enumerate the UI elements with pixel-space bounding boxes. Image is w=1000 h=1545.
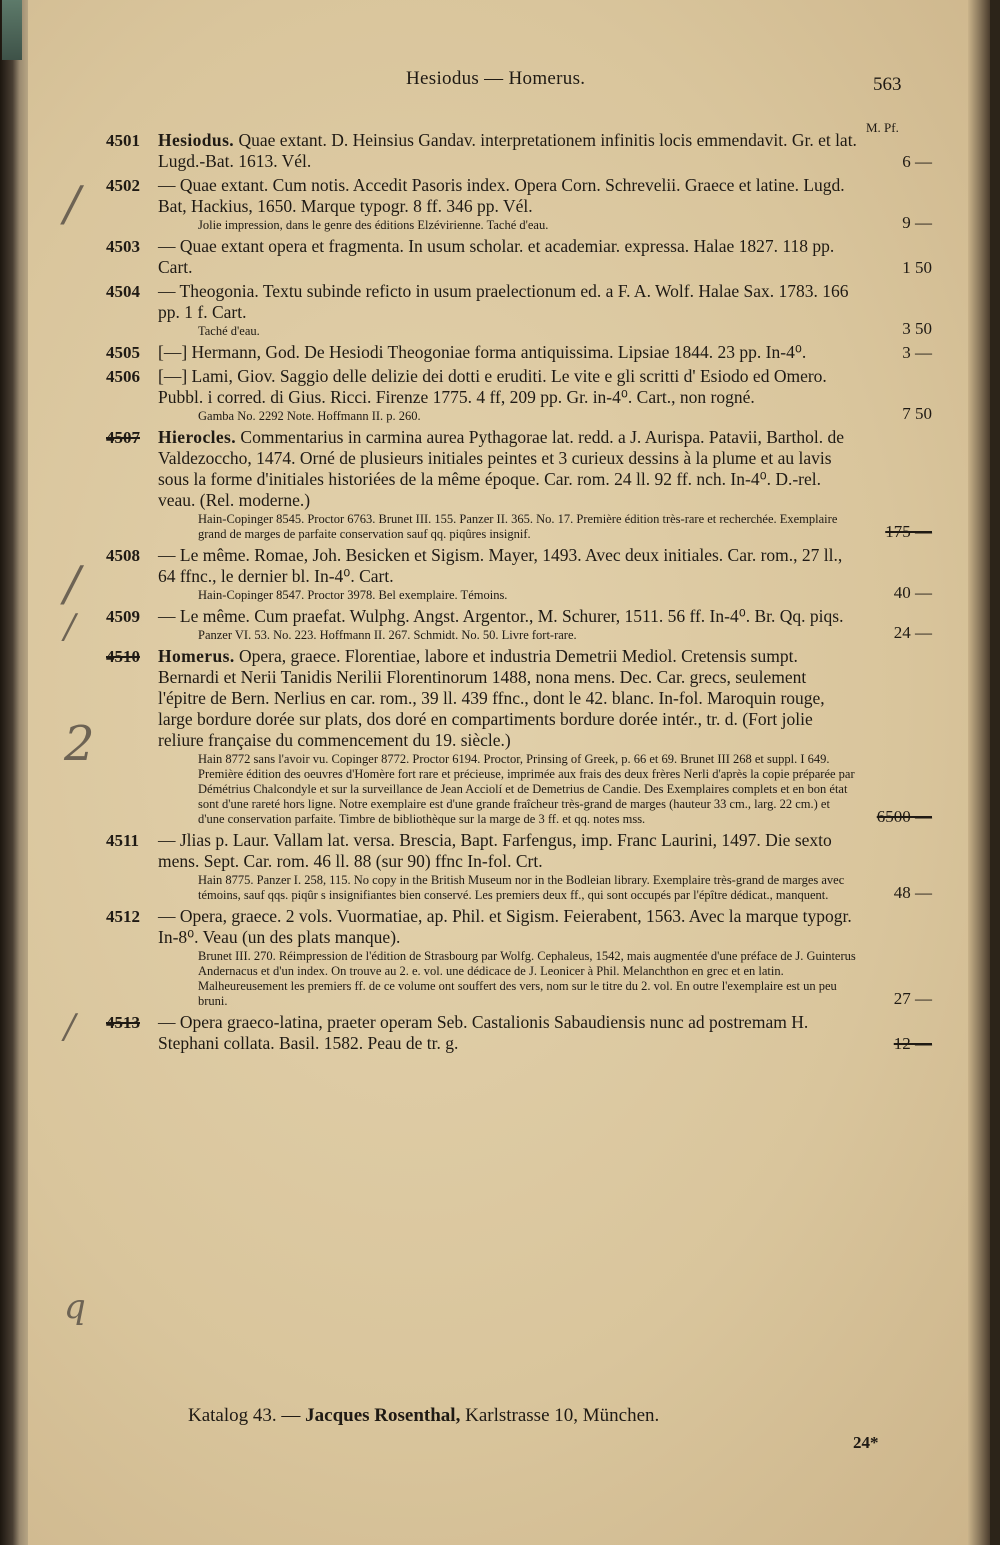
lot-number: 4511 bbox=[106, 831, 140, 850]
entry-price: 40 — bbox=[893, 583, 932, 602]
entry-note: Jolie impression, dans le genre des éditions Elzévirienne. Taché d'eau. bbox=[198, 218, 549, 232]
footer-address: Karlstrasse 10, München. bbox=[465, 1405, 660, 1426]
spine-band bbox=[2, 0, 22, 60]
entry-price: 6500 — bbox=[876, 807, 932, 826]
entry-body bbox=[158, 830, 874, 903]
catalog-entry bbox=[106, 830, 946, 903]
entry-description: — Theogonia. Textu subinde reficto in usum praelectionum ed. a F. A. Wolf. Halae Sax. 1783. 166 pp. 1 f. Cart. bbox=[158, 281, 849, 322]
entry-price: 3 50 bbox=[902, 319, 932, 338]
entry-description: — Le même. Cum praefat. Wulphg. Angst. Argentor., M. Schurer, 1511. 56 ff. In-4⁰. Br. Qq. piqs. bbox=[158, 606, 844, 626]
entry-body bbox=[158, 545, 874, 603]
lot-number: 4502 bbox=[106, 176, 140, 195]
catalog-entry bbox=[106, 427, 946, 542]
entry-description: — Opera, graece. 2 vols. Vuormatiae, ap. Phil. et Sigism. Feierabent, 1563. Avec la marque typogr. In-8⁰. Veau (un des plats manque). bbox=[158, 906, 852, 947]
catalog-entry bbox=[106, 606, 946, 643]
entry-author: Homerus. bbox=[158, 646, 235, 666]
entry-note: Brunet III. 270. Réimpression de l'édition de Strasbourg par Wolfg. Cephaleus, 1542, mais augmentée d'une préface de J. Guinterus Andernacus et d'un index. On trouve au 2. e. vol. une dédicace de J. Leonicer à Phil. Melanchthon en grec et en latin. Malheureusement les premiers ff. de ce volume ont souffert des vers, nom sur le titre du 2. vol. En outre l'exemplaire est un peu bruni. bbox=[198, 949, 856, 1008]
page-edge bbox=[968, 0, 990, 1545]
catalog-page bbox=[28, 0, 990, 1545]
entry-note: Gamba No. 2292 Note. Hoffmann II. p. 260. bbox=[198, 409, 421, 423]
entry-price: 175 — bbox=[885, 522, 932, 541]
entry-description: — Quae extant. Cum notis. Accedit Pasoris index. Opera Corn. Schrevelii. Graece et latine. Lugd. Bat, Hackius, 1650. Marque typogr. 8 ff. 346 pp. Vél. bbox=[158, 175, 845, 216]
catalog-entry bbox=[106, 342, 946, 363]
lot-number: 4508 bbox=[106, 546, 140, 565]
book-spine bbox=[0, 0, 28, 1545]
entry-description: Quae extant. D. Heinsius Gandav. interpretationem infinitis locis emmendavit. Gr. et lat. Lugd.-Bat. 1613. Vél. bbox=[158, 130, 857, 171]
entry-note: Hain 8775. Panzer I. 258, 115. No copy in the British Museum nor in the Bodleian library. Exemplaire très-grand de marges avec témoins, sauf qqs. piqûr s insignifiantes bien conservé. Les premiers deux ff., qui sont occupés par l'épître dédicat., manquent. bbox=[198, 873, 845, 902]
footer-firm-name: Jacques Rosenthal, bbox=[305, 1405, 461, 1426]
entry-author: Hesiodus. bbox=[158, 130, 235, 150]
lot-number: 4504 bbox=[106, 282, 140, 301]
lot-number: 4513 bbox=[106, 1013, 140, 1032]
entry-description: Opera, graece. Florentiae, labore et industria Demetrii Mediol. Cretensis sumpt. Bernardi et Nerii Tanidis Nerilii Florentinorum 1488, nona mens. Dec. Car. grecs, seulement l'épitre de Bern. Nerlius en car. rom., 39 ll. 439 ffnc., dont le 42. blanc. In-fol. Maroquin rouge, large bordure dorée sur plats, dos doré en compartiments bordure dorée intér., tr. d. (Fort jolie reliure française du commencement du 19. siècle.) bbox=[158, 646, 825, 750]
entry-note: Taché d'eau. bbox=[198, 324, 260, 338]
entry-body bbox=[158, 1012, 874, 1054]
running-head: Hesiodus — Homerus. bbox=[406, 68, 586, 89]
lot-number: 4501 bbox=[106, 131, 140, 150]
entry-body bbox=[158, 281, 874, 339]
lot-number: 4509 bbox=[106, 607, 140, 626]
entry-price: 6 — bbox=[902, 152, 932, 171]
lot-number: 4506 bbox=[106, 367, 140, 386]
entry-description: [—] Lami, Giov. Saggio delle delizie dei dotti e eruditi. Le vite e gli scritti d' Esiodo ed Omero. Pubbl. i corred. di Gius. Ricci. Firenze 1775. 4 ff, 209 pp. Gr. in-4⁰. Cart., non rogné. bbox=[158, 366, 827, 407]
lot-number: 4503 bbox=[106, 237, 140, 256]
entry-price: 24 — bbox=[893, 623, 932, 642]
catalog-entry bbox=[106, 281, 946, 339]
lot-number: 4510 bbox=[106, 647, 140, 666]
entry-price: 9 — bbox=[902, 213, 932, 232]
price-column-header: M. Pf. bbox=[866, 120, 899, 135]
entry-price: 27 — bbox=[893, 989, 932, 1008]
entry-body bbox=[158, 366, 874, 424]
lot-number: 4505 bbox=[106, 343, 140, 362]
footer-catalog-number: Katalog 43. — bbox=[188, 1405, 301, 1426]
catalog-entry bbox=[106, 175, 946, 233]
entry-note: Panzer VI. 53. No. 223. Hoffmann II. 267. Schmidt. No. 50. Livre fort-rare. bbox=[198, 628, 577, 642]
entry-price: 7 50 bbox=[902, 404, 932, 423]
entry-description: — Le même. Romae, Joh. Besicken et Sigism. Mayer, 1493. Avec deux initiales. Car. rom., 27 ll., 64 ffnc., le dernier bl. In-4⁰. Cart. bbox=[158, 545, 843, 586]
entry-author: Hierocles. bbox=[158, 427, 237, 447]
entry-description: — Opera graeco-latina, praeter operam Seb. Castalionis Sabaudiensis nunc ad postremam H. Stephani collata. Basil. 1582. Peau de tr. g. bbox=[158, 1012, 809, 1053]
entry-description: — Jlias p. Laur. Vallam lat. versa. Brescia, Bapt. Farfengus, imp. Franc Laurini, 1497. Die sexto mens. Sept. Car. rom. 46 ll. 88 (sur 90) ffnc In-fol. Crt. bbox=[158, 830, 832, 871]
signature-mark: 24* bbox=[853, 1433, 879, 1452]
entry-description: Commentarius in carmina aurea Pythagorae lat. redd. a J. Aurispa. Patavii, Barthol. de Valdezoccho, 1474. Orné de plusieurs initiales peintes et 3 curieux dessins à la plume et au lavis sous la forme d'initiales historiées de la même époque. Car. rom. 24 ll. 92 ff. nch. In-4⁰. D.-rel. veau. (Rel. moderne.) bbox=[158, 427, 844, 510]
catalog-entry bbox=[106, 236, 946, 278]
entry-price: 12 — bbox=[893, 1034, 932, 1053]
entry-body bbox=[158, 427, 874, 542]
catalog-entries bbox=[106, 130, 946, 1057]
entry-body bbox=[158, 646, 874, 827]
catalog-entry bbox=[106, 545, 946, 603]
page-number: 563 bbox=[873, 74, 902, 95]
entry-price: 48 — bbox=[893, 883, 932, 902]
entry-body bbox=[158, 342, 874, 363]
catalog-entry bbox=[106, 130, 946, 172]
entry-note: Hain-Copinger 8545. Proctor 6763. Brunet III. 155. Panzer II. 365. No. 17. Première édition très-rare et recherchée. Exemplaire grand de marges de parfaite conservation sauf qq. piqûres insignif. bbox=[198, 512, 838, 541]
lot-number: 4507 bbox=[106, 428, 140, 447]
entry-price: 3 — bbox=[902, 343, 932, 362]
catalog-entry bbox=[106, 366, 946, 424]
catalog-entry bbox=[106, 906, 946, 1009]
entry-body bbox=[158, 175, 874, 233]
catalog-footer bbox=[188, 1405, 659, 1427]
entry-note: Hain-Copinger 8547. Proctor 3978. Bel exemplaire. Témoins. bbox=[198, 588, 508, 602]
entry-description: — Quae extant opera et fragmenta. In usum scholar. et academiar. expressa. Halae 1827. 118 pp. Cart. bbox=[158, 236, 835, 277]
entry-body bbox=[158, 606, 874, 643]
margin-pencil-marks: / / / 2 / q bbox=[64, 176, 95, 1327]
catalog-entry bbox=[106, 1012, 946, 1054]
lot-number: 4512 bbox=[106, 907, 140, 926]
entry-body bbox=[158, 130, 874, 172]
entry-note: Hain 8772 sans l'avoir vu. Copinger 8772. Proctor 6194. Proctor, Prinsing of Greek, p. 66 et 69. Brunet III 268 et suppl. I 649. Première édition des oeuvres d'Homère fort rare et précieuse, imprimée aux frais des deux frères Nerli d'après la copie préparée par Démétrius Chalcondyle et sur la surveillance de Jean Acciolí et de Demetrius de Candie. Des Exemplaires complets et en bon état sont d'une rareté hors ligne. Notre exemplaire est d'une grande fraîcheur très-grand de marges (hauteur 33 cm., larg. 22 cm.) et d'une conservation parfaite. Timbre de bibliothèque sur la marge de 3 ff. et qq. notes mss. bbox=[198, 752, 855, 826]
entry-body bbox=[158, 906, 874, 1009]
entry-price: 1 50 bbox=[902, 258, 932, 277]
catalog-entry bbox=[106, 646, 946, 827]
entry-description: [—] Hermann, God. De Hesiodi Theogoniae forma antiquissima. Lipsiae 1844. 23 pp. In-4⁰. bbox=[158, 342, 807, 362]
entry-body bbox=[158, 236, 874, 278]
